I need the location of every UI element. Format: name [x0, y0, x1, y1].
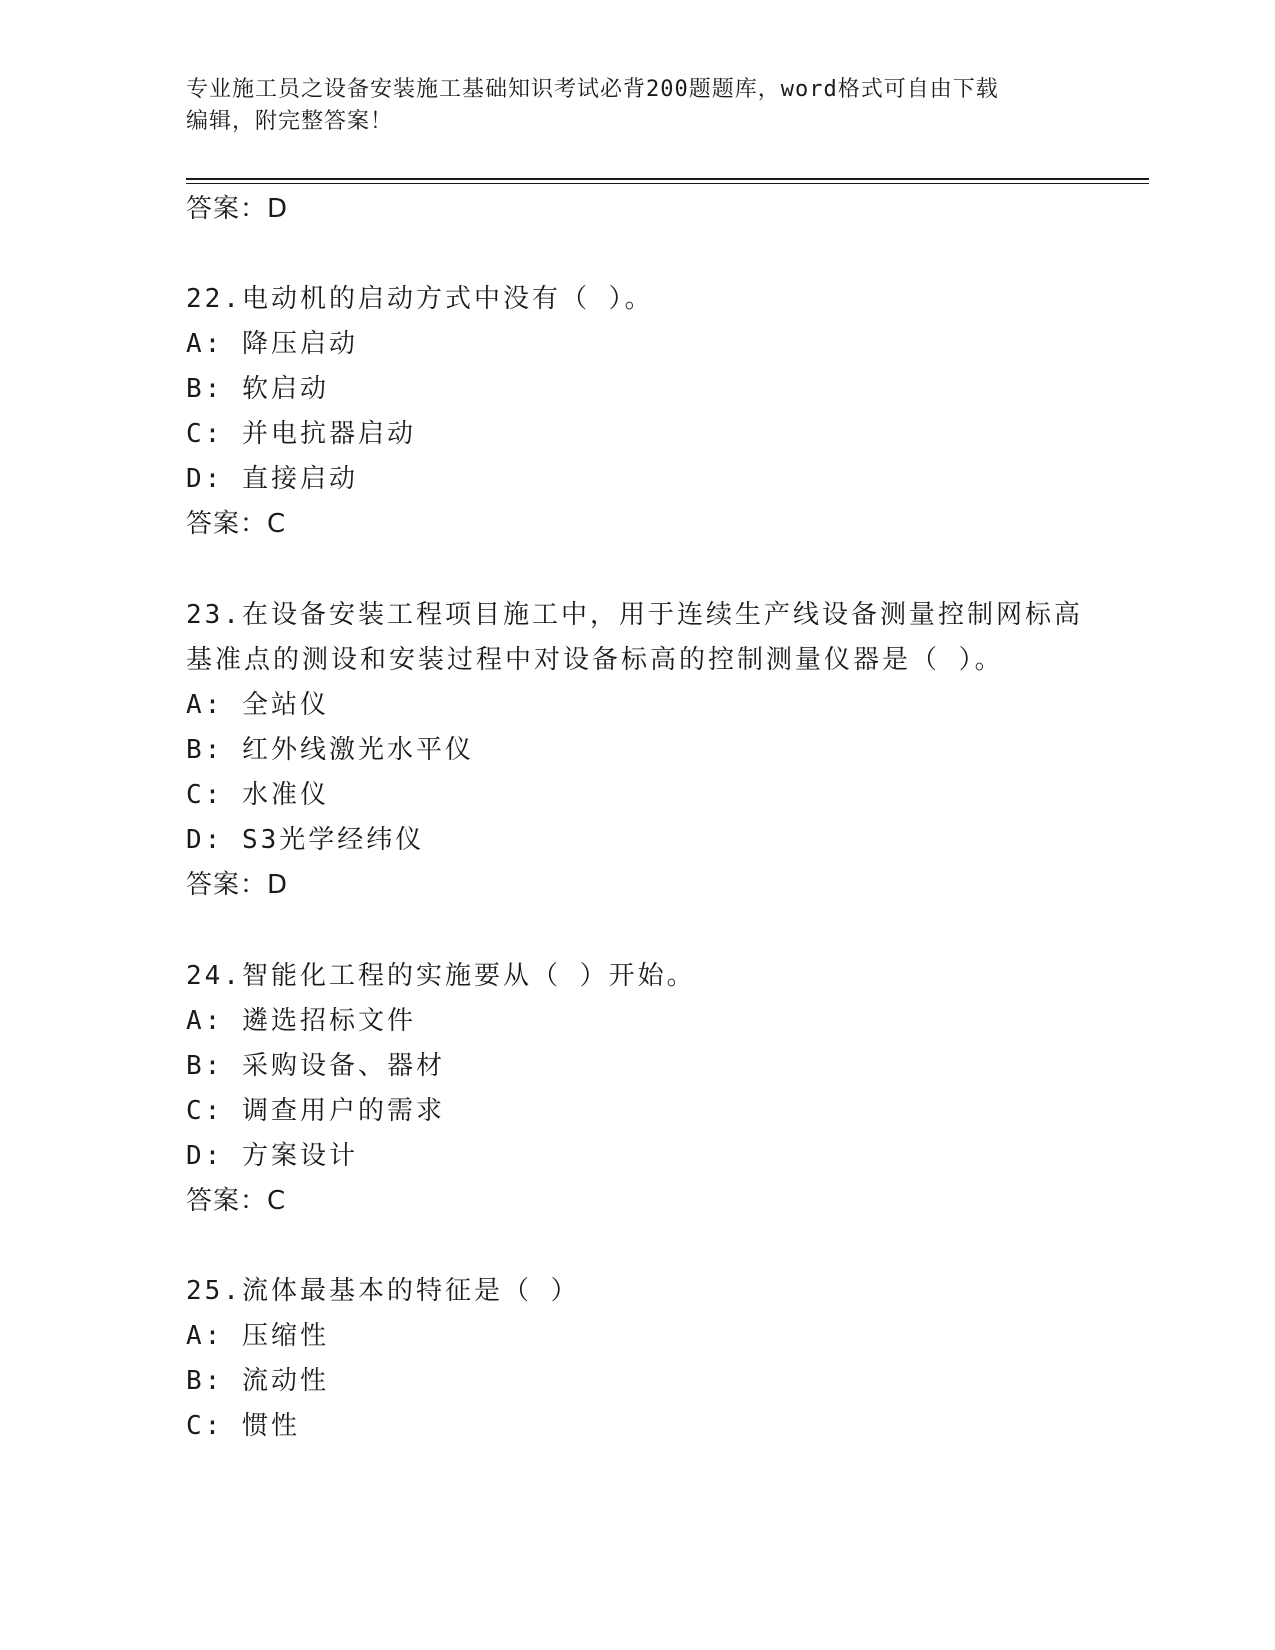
question-22-option-c: C: 并电抗器启动 — [186, 419, 416, 449]
question-25-option-b: B: 流动性 — [186, 1366, 329, 1396]
question-24-option-a: A: 遴选招标文件 — [186, 1006, 416, 1036]
question-22-stem: 22.电动机的启动方式中没有（ ）。 — [186, 284, 654, 314]
question-24-stem: 24.智能化工程的实施要从（ ）开始。 — [186, 961, 696, 991]
question-24-option-d: D: 方案设计 — [186, 1141, 358, 1171]
previous-answer: 答案：D — [186, 194, 289, 224]
question-24-option-b: B: 采购设备、器材 — [186, 1051, 445, 1081]
question-25-option-a: A: 压缩性 — [186, 1321, 329, 1351]
question-22-option-a: A: 降压启动 — [186, 329, 358, 359]
question-23-option-c: C: 水准仪 — [186, 780, 329, 810]
question-23-option-d: D: S3光学经纬仪 — [186, 825, 425, 855]
question-25-stem: 25.流体最基本的特征是（ ） — [186, 1276, 580, 1306]
document-header — [186, 74, 1066, 138]
question-23-stem-line-2: 基准点的测设和安装过程中对设备标高的控制测量仪器是（ ）。 — [186, 645, 1004, 675]
question-24-option-c: C: 调查用户的需求 — [186, 1096, 445, 1126]
question-22-option-b: B: 软启动 — [186, 374, 329, 404]
header-title-line-2: 编辑，附完整答案！ — [186, 109, 394, 134]
question-23-option-a: A: 全站仪 — [186, 690, 329, 720]
header-divider-thick — [186, 178, 1149, 180]
question-24-answer: 答案：C — [186, 1186, 287, 1216]
question-25-option-c: C: 惯性 — [186, 1411, 300, 1441]
question-23-answer: 答案：D — [186, 870, 289, 900]
header-title-line-1: 专业施工员之设备安装施工基础知识考试必背200题题库，word格式可自由下载 — [186, 77, 999, 102]
header-divider-thin — [186, 183, 1149, 184]
question-23-option-b: B: 红外线激光水平仪 — [186, 735, 474, 765]
question-23-stem-line-1: 23.在设备安装工程项目施工中，用于连续生产线设备测量控制网标高 — [186, 600, 1083, 630]
question-22-answer: 答案：C — [186, 509, 287, 539]
question-22-option-d: D: 直接启动 — [186, 464, 358, 494]
